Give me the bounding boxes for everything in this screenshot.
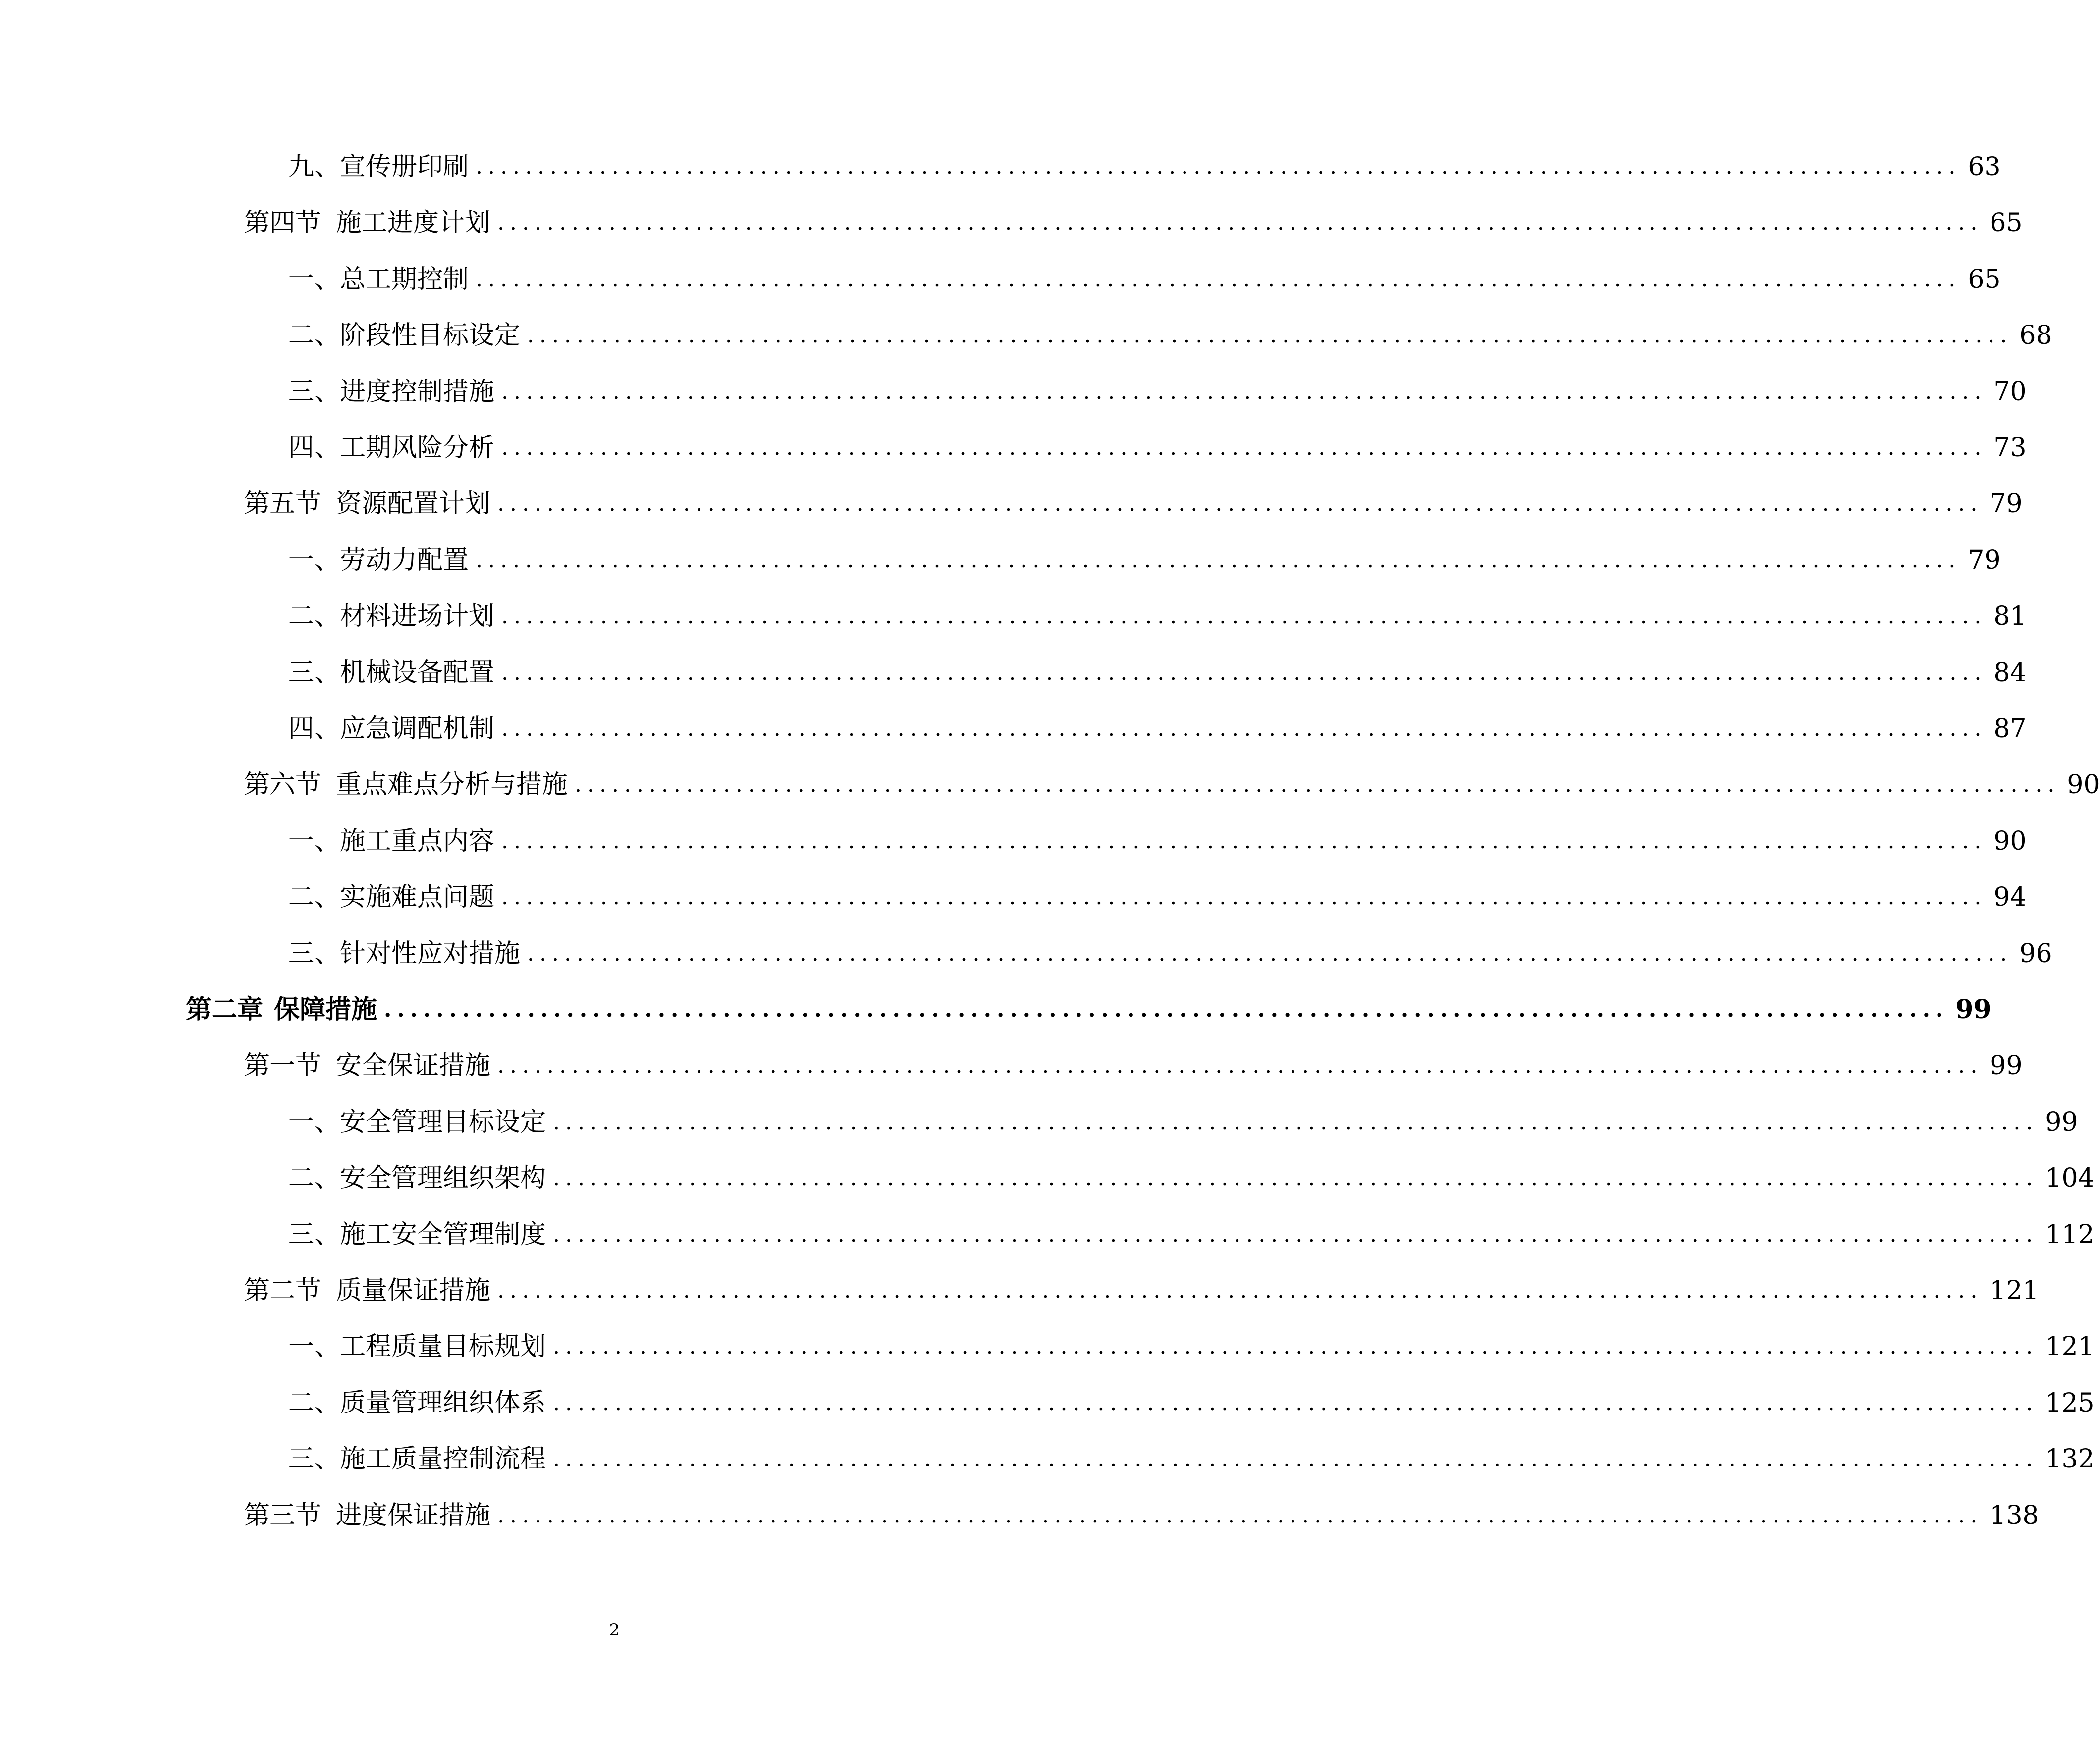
toc-entry-page: 96: [2019, 938, 2052, 969]
toc-entry-page: 121: [2045, 1332, 2095, 1362]
toc-entry-number: 三、: [288, 377, 340, 407]
toc-entry-page: 121: [1990, 1276, 2039, 1305]
toc-entry-page: 132: [2045, 1444, 2095, 1474]
toc-entry-page: 81: [1993, 601, 2027, 632]
toc-entry-number: 三、: [288, 1444, 340, 1474]
toc-entry[interactable]: [0, 981, 1992, 1038]
toc-entry-page: 94: [1993, 882, 2027, 913]
toc-entry-number: 二、: [288, 882, 340, 913]
toc-entry[interactable]: [0, 1150, 2095, 1206]
toc-entry-number: 二、: [288, 601, 340, 632]
toc-entry-title: 阶段性目标设定: [340, 321, 521, 351]
toc-entry-title: 质量管理组织体系: [340, 1388, 546, 1418]
toc-entry-title: 安全保证措施: [336, 1051, 491, 1081]
toc-dot-leader: ........................................................................................................................: [501, 435, 1987, 460]
toc-entry[interactable]: [0, 1037, 2023, 1094]
toc-entry[interactable]: [0, 1431, 2095, 1487]
toc-dot-leader: ........................................................................................................................: [553, 1165, 2039, 1191]
toc-entry-page: 99: [1955, 994, 1992, 1025]
toc-entry-number: 一、: [288, 264, 340, 294]
toc-entry-title: 安全管理组织架构: [340, 1163, 546, 1194]
toc-entry[interactable]: [0, 1262, 2039, 1319]
toc-entry-page: 63: [1968, 152, 2001, 182]
toc-entry-number: 第一节: [244, 1051, 322, 1081]
toc-entry-number: 二、: [288, 1163, 340, 1194]
toc-dot-leader: ........................................................................................................................: [575, 772, 2060, 798]
toc-entry-title: 材料进场计划: [340, 601, 495, 632]
toc-dot-leader: ........................................................................................................................: [553, 1390, 2039, 1415]
toc-entry-title: 进度控制措施: [340, 377, 495, 407]
toc-entry-page: 87: [1993, 714, 2027, 744]
toc-entry-number: 第三节: [244, 1500, 322, 1530]
toc-entry[interactable]: [0, 925, 2052, 982]
toc-entry-title: 工期风险分析: [340, 433, 495, 463]
toc-dot-leader: ........................................................................................................................: [476, 547, 1961, 573]
toc-entry-title: 施工进度计划: [336, 208, 491, 238]
toc-dot-leader: ........................................................................................................................: [497, 1278, 1983, 1303]
toc-dot-leader: ........................................................................................................................: [501, 379, 1987, 404]
toc-entry-page: 65: [1990, 208, 2023, 238]
toc-entry-page: 84: [1993, 657, 2027, 688]
toc-entry-page: 73: [1993, 433, 2027, 463]
toc-entry-page: 90: [1993, 826, 2027, 856]
toc-entry-page: 99: [2045, 1107, 2078, 1137]
toc-entry-number: 三、: [288, 938, 340, 969]
toc-entry[interactable]: [0, 251, 2001, 308]
toc-dot-leader: ........................................................................................................................: [497, 1502, 1983, 1528]
toc-entry-number: 四、: [288, 714, 340, 744]
toc-entry-page: 70: [1993, 377, 2027, 407]
toc-entry[interactable]: [0, 307, 2052, 364]
toc-entry-title: 机械设备配置: [340, 657, 495, 688]
toc-entry[interactable]: [0, 1206, 2095, 1263]
toc-entry-number: 三、: [288, 1219, 340, 1249]
toc-entry-title: 应急调配机制: [340, 714, 495, 744]
toc-dot-leader: ........................................................................................................................: [553, 1109, 2039, 1135]
toc-entry[interactable]: [0, 420, 2027, 476]
toc-dot-leader: ........................................................................................................................: [497, 210, 1983, 236]
toc-dot-leader: ........................................................................................................................: [553, 1446, 2039, 1472]
toc-entry-title: 进度保证措施: [336, 1500, 491, 1530]
toc-dot-leader: ........................................................................................................................: [501, 828, 1987, 854]
toc-entry-number: 一、: [288, 826, 340, 856]
toc-entry-number: 一、: [288, 545, 340, 575]
toc-entry-title: 保障措施: [274, 994, 377, 1025]
toc-entry[interactable]: [0, 195, 2023, 251]
toc-entry-page: 90: [2067, 770, 2100, 800]
toc-dot-leader: ........................................................................................................................: [501, 884, 1987, 910]
toc-entry-page: 125: [2045, 1388, 2095, 1418]
toc-dot-leader: ........................................................................................................................: [384, 997, 1949, 1022]
toc-entry-title: 施工安全管理制度: [340, 1219, 546, 1249]
toc-entry[interactable]: [0, 1375, 2095, 1431]
toc-entry[interactable]: [0, 139, 2001, 195]
toc-entry-title: 安全管理目标设定: [340, 1107, 546, 1137]
toc-entry-number: 二、: [288, 321, 340, 351]
toc-entry-page: 99: [1990, 1051, 2023, 1081]
toc-entry-title: 施工重点内容: [340, 826, 495, 856]
toc-entry-page: 79: [1968, 545, 2001, 575]
toc-entry-number: 第五节: [244, 489, 322, 519]
toc-entry-number: 三、: [288, 657, 340, 688]
toc-dot-leader: ........................................................................................................................: [476, 266, 1961, 292]
toc-dot-leader: ........................................................................................................................: [553, 1334, 2039, 1359]
toc-entry-title: 工程质量目标规划: [340, 1332, 546, 1362]
toc-dot-leader: ........................................................................................................................: [497, 491, 1983, 517]
toc-entry-number: 四、: [288, 433, 340, 463]
toc-entry[interactable]: [0, 645, 2027, 701]
toc-entry-title: 资源配置计划: [336, 489, 491, 519]
toc-entry[interactable]: [0, 1318, 2095, 1375]
toc-entry[interactable]: [0, 1487, 2039, 1544]
toc-dot-leader: ........................................................................................................................: [527, 323, 2013, 348]
toc-entry-title: 总工期控制: [340, 264, 469, 294]
toc-entry-title: 劳动力配置: [340, 545, 469, 575]
toc-entry-number: 第二章: [186, 994, 264, 1025]
toc-entry[interactable]: [0, 813, 2027, 869]
toc-dot-leader: ........................................................................................................................: [527, 940, 2013, 966]
toc-dot-leader: ........................................................................................................................: [497, 1053, 1983, 1079]
toc-entry-title: 针对性应对措施: [340, 938, 521, 969]
toc-entry-number: 第四节: [244, 208, 322, 238]
toc-entry[interactable]: [0, 1094, 2078, 1150]
toc-entry[interactable]: [0, 701, 2027, 757]
toc-entry[interactable]: [0, 869, 2027, 925]
toc-entry-page: 104: [2045, 1163, 2095, 1194]
toc-entry-title: 实施难点问题: [340, 882, 495, 913]
toc-entry-title: 质量保证措施: [336, 1276, 491, 1305]
toc-entry-number: 第六节: [244, 770, 322, 800]
page-number: 2: [609, 1620, 620, 1640]
toc-entry-number: 一、: [288, 1332, 340, 1362]
toc-entry[interactable]: [0, 476, 2023, 532]
toc-dot-leader: ........................................................................................................................: [553, 1221, 2039, 1247]
toc-entry-title: 重点难点分析与措施: [336, 770, 568, 800]
toc-entry[interactable]: [0, 532, 2001, 589]
toc-dot-leader: ........................................................................................................................: [501, 716, 1987, 741]
toc-dot-leader: ........................................................................................................................: [476, 154, 1961, 179]
toc-dot-leader: ........................................................................................................................: [501, 603, 1987, 629]
toc-entry-number: 第二节: [244, 1276, 322, 1305]
toc-entry-page: 68: [2019, 321, 2052, 351]
toc-entry-page: 65: [1968, 264, 2001, 294]
toc-entry[interactable]: [0, 364, 2027, 420]
toc-entry-page: 138: [1990, 1500, 2039, 1530]
toc-entry-page: 79: [1990, 489, 2023, 519]
toc-entry-page: 112: [2045, 1219, 2095, 1249]
toc-dot-leader: ........................................................................................................................: [501, 659, 1987, 685]
toc-entry-number: 九、: [288, 152, 340, 182]
toc-entry-title: 施工质量控制流程: [340, 1444, 546, 1474]
toc-entry-number: 二、: [288, 1388, 340, 1418]
toc-entry-title: 宣传册印刷: [340, 152, 469, 182]
toc-entry-number: 一、: [288, 1107, 340, 1137]
toc-entry[interactable]: [0, 588, 2027, 645]
toc-entry[interactable]: [0, 757, 2100, 813]
